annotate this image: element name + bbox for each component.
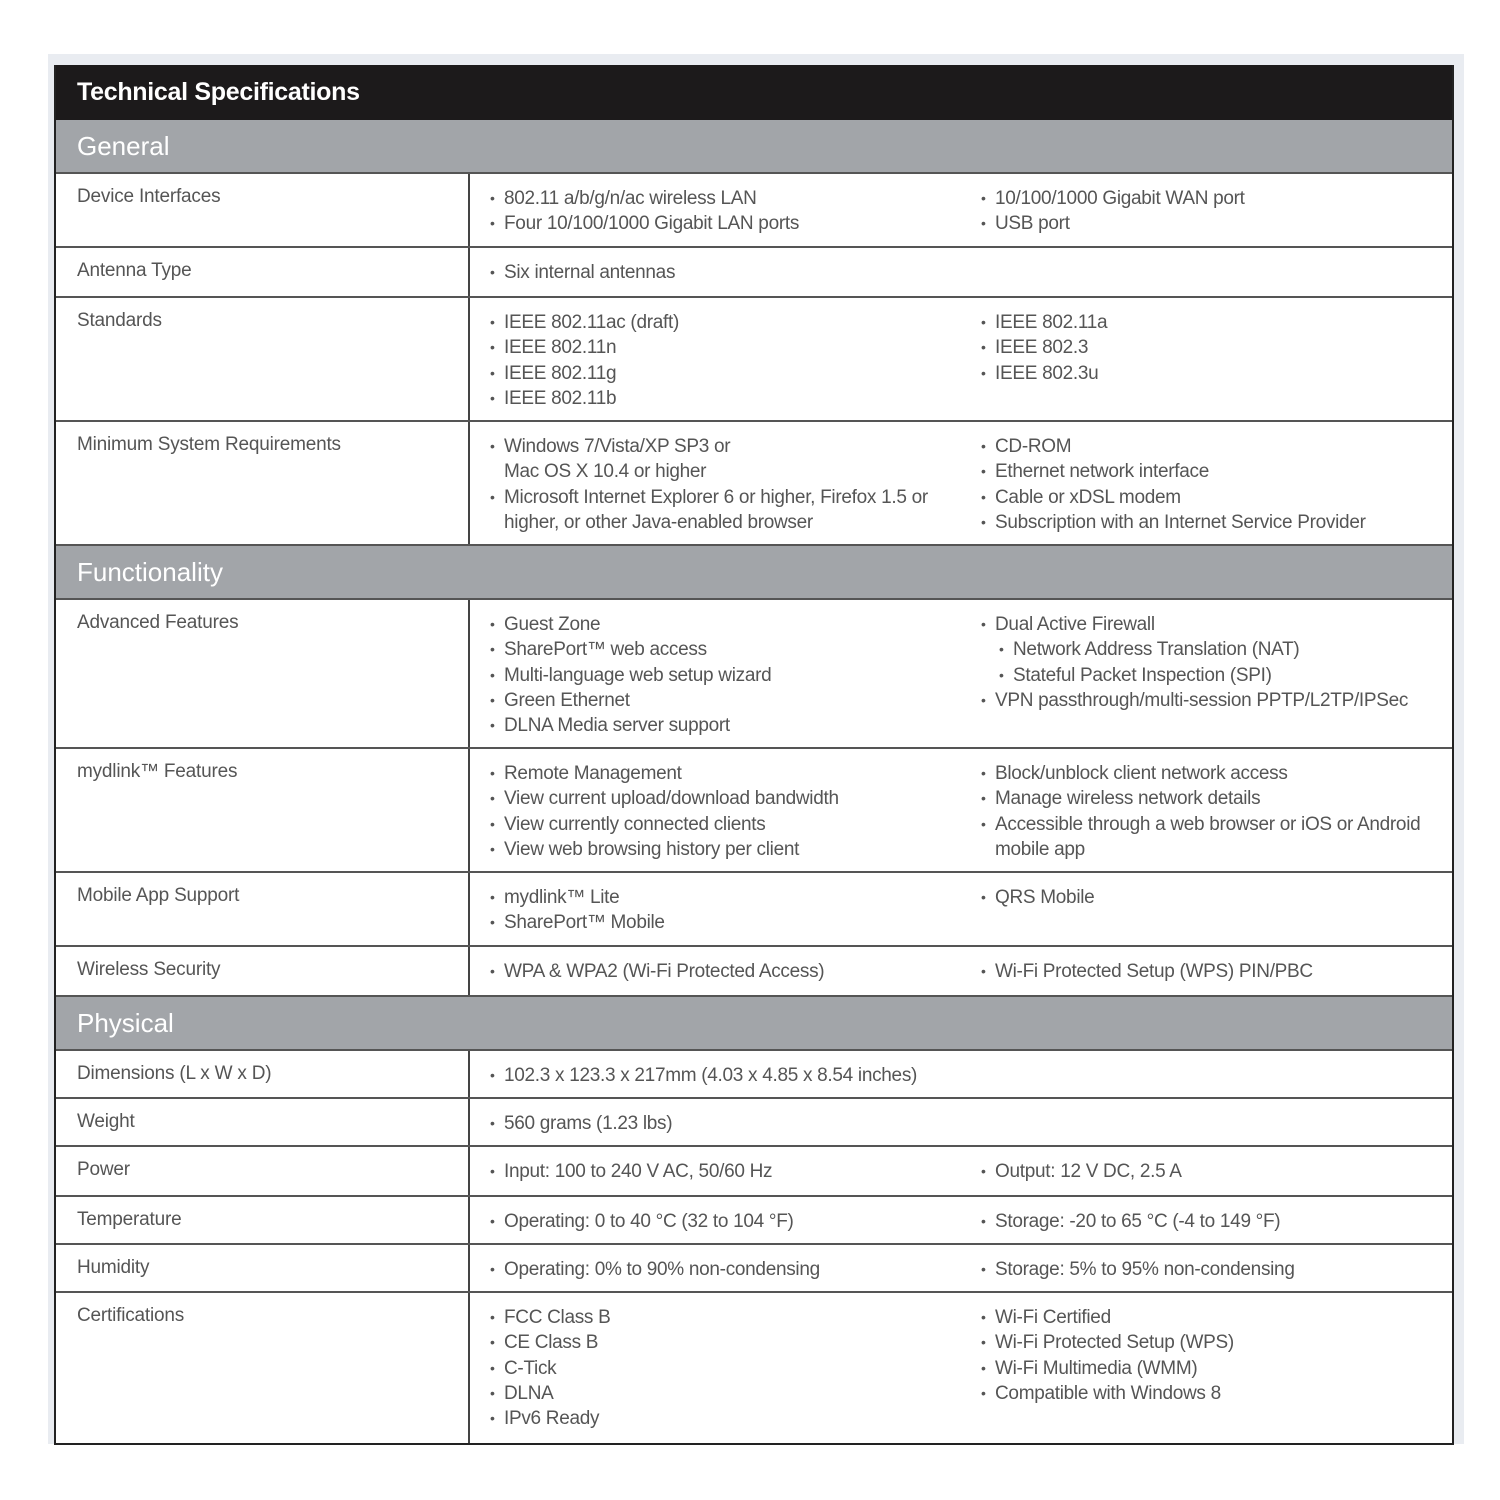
row-values-left <box>470 248 961 296</box>
list-item: • Green Ethernet <box>490 688 961 713</box>
list-subitem: • Network Address Translation (NAT) <box>981 637 1452 662</box>
row-values-right <box>961 1293 1452 1443</box>
row-label: Certifications <box>56 1293 470 1443</box>
list-item: • QRS Mobile <box>981 885 1452 910</box>
list-item: • IEEE 802.11g <box>490 361 961 386</box>
spec-row-weight <box>56 1099 1452 1147</box>
spec-row-advanced-features <box>56 600 1452 749</box>
spec-row-device-interfaces <box>56 174 1452 248</box>
list-item: • Wi-Fi Certified <box>981 1305 1452 1330</box>
list-item: • CD-ROM <box>981 434 1452 459</box>
list-item: • mydlink™ Lite <box>490 885 961 910</box>
row-values-right <box>961 248 1452 296</box>
row-label: mydlink™ Features <box>56 749 470 871</box>
list-item: • Wi-Fi Protected Setup (WPS) <box>981 1330 1452 1355</box>
list-item: • 10/100/1000 Gigabit WAN port <box>981 186 1452 211</box>
spec-row-temperature <box>56 1197 1452 1245</box>
list-item: • Storage: 5% to 95% non-condensing <box>981 1257 1452 1282</box>
row-label: Minimum System Requirements <box>56 422 470 544</box>
row-label: Power <box>56 1147 470 1195</box>
list-item: • Storage: -20 to 65 °C (-4 to 149 °F) <box>981 1209 1452 1234</box>
list-item: • Remote Management <box>490 761 961 786</box>
list-item: • Microsoft Internet Explorer 6 or higher, Firefox 1.5 or <box>490 485 961 510</box>
spec-row-mydlink-features <box>56 749 1452 873</box>
section-header-general: General <box>56 120 1452 174</box>
row-values-left <box>470 1147 961 1195</box>
list-item: • VPN passthrough/multi-session PPTP/L2TP/IPSec <box>981 688 1452 713</box>
list-item: • SharePort™ web access <box>490 637 961 662</box>
list-item: • DLNA <box>490 1381 961 1406</box>
list-item-continuation: mobile app <box>995 838 1085 860</box>
list-item: • View web browsing history per client <box>490 837 961 862</box>
row-values-right <box>961 749 1452 871</box>
row-values-right <box>961 1245 1452 1291</box>
row-values-left <box>470 947 961 995</box>
spec-row-min-system-requirements <box>56 422 1452 546</box>
spec-row-standards <box>56 298 1452 422</box>
list-item: • IPv6 Ready <box>490 1406 961 1431</box>
list-item: • CE Class B <box>490 1330 961 1355</box>
row-label: Temperature <box>56 1197 470 1243</box>
list-item: • IEEE 802.11b <box>490 386 961 411</box>
list-item: • Multi-language web setup wizard <box>490 663 961 688</box>
row-label: Standards <box>56 298 470 420</box>
list-item: • DLNA Media server support <box>490 713 961 738</box>
list-subitem: • Stateful Packet Inspection (SPI) <box>981 663 1452 688</box>
list-item: • 560 grams (1.23 lbs) <box>490 1111 961 1136</box>
spec-row-dimensions <box>56 1051 1452 1099</box>
row-values-left <box>470 749 961 871</box>
list-item: • Cable or xDSL modem <box>981 485 1452 510</box>
list-item: • C-Tick <box>490 1356 961 1381</box>
row-values-right <box>961 1197 1452 1243</box>
list-item: • FCC Class B <box>490 1305 961 1330</box>
row-values-left <box>470 600 961 747</box>
list-item: • IEEE 802.11n <box>490 335 961 360</box>
row-values-left <box>470 1051 1452 1097</box>
spec-row-antenna-type <box>56 248 1452 298</box>
row-label: Advanced Features <box>56 600 470 747</box>
list-item: • IEEE 802.3 <box>981 335 1452 360</box>
row-values-left <box>470 1293 961 1443</box>
list-item: • Subscription with an Internet Service Provider <box>981 510 1452 535</box>
row-values-right <box>961 1147 1452 1195</box>
list-item: • Ethernet network interface <box>981 459 1452 484</box>
list-item: • Compatible with Windows 8 <box>981 1381 1452 1406</box>
row-label: Wireless Security <box>56 947 470 995</box>
list-item: • Windows 7/Vista/XP SP3 or <box>490 434 961 459</box>
row-values-right <box>961 600 1452 747</box>
list-item: • Wi-Fi Protected Setup (WPS) PIN/PBC <box>981 959 1452 984</box>
row-label: Device Interfaces <box>56 174 470 246</box>
spec-row-power <box>56 1147 1452 1197</box>
spec-row-certifications <box>56 1293 1452 1443</box>
row-values-left <box>470 1099 961 1145</box>
section-header-functionality: Functionality <box>56 546 1452 600</box>
row-label: Mobile App Support <box>56 873 470 945</box>
row-values-left <box>470 298 961 420</box>
table-title: Technical Specifications <box>56 65 1452 120</box>
list-item: • Block/unblock client network access <box>981 761 1452 786</box>
spec-row-mobile-app-support <box>56 873 1452 947</box>
list-item: • Output: 12 V DC, 2.5 A <box>981 1159 1452 1184</box>
spec-table <box>54 65 1454 1445</box>
list-item: • Operating: 0 to 40 °C (32 to 104 °F) <box>490 1209 961 1234</box>
list-item: • SharePort™ Mobile <box>490 910 961 935</box>
list-item: • IEEE 802.11ac (draft) <box>490 310 961 335</box>
list-item: • Four 10/100/1000 Gigabit LAN ports <box>490 211 961 236</box>
list-item: • Six internal antennas <box>490 260 961 285</box>
list-item: • Accessible through a web browser or iOS or Android <box>981 812 1452 837</box>
spec-row-wireless-security <box>56 947 1452 997</box>
list-item: • 102.3 x 123.3 x 217mm (4.03 x 4.85 x 8.54 inches) <box>490 1063 1452 1088</box>
section-header-physical: Physical <box>56 997 1452 1051</box>
row-values-left <box>470 422 961 544</box>
list-item: • Manage wireless network details <box>981 786 1452 811</box>
list-item: • 802.11 a/b/g/n/ac wireless LAN <box>490 186 961 211</box>
row-values-left <box>470 1245 961 1291</box>
spec-row-humidity <box>56 1245 1452 1293</box>
list-item-continuation: Mac OS X 10.4 or higher <box>504 461 707 483</box>
list-item: • Dual Active Firewall <box>981 612 1452 637</box>
list-item: • Operating: 0% to 90% non-condensing <box>490 1257 961 1282</box>
list-item: • IEEE 802.11a <box>981 310 1452 335</box>
list-item: • USB port <box>981 211 1452 236</box>
list-item: • View current upload/download bandwidth <box>490 786 961 811</box>
row-values-left <box>470 1197 961 1243</box>
list-item: • Guest Zone <box>490 612 961 637</box>
row-values-right <box>961 873 1452 945</box>
list-item: • Wi-Fi Multimedia (WMM) <box>981 1356 1452 1381</box>
list-item-continuation: higher, or other Java-enabled browser <box>504 511 813 533</box>
row-values-right <box>961 298 1452 420</box>
row-values-right <box>961 174 1452 246</box>
row-label: Humidity <box>56 1245 470 1291</box>
row-values-right <box>961 947 1452 995</box>
row-label: Antenna Type <box>56 248 470 296</box>
row-values-left <box>470 873 961 945</box>
row-label: Weight <box>56 1099 470 1145</box>
list-item: • WPA & WPA2 (Wi-Fi Protected Access) <box>490 959 961 984</box>
row-values-right <box>961 422 1452 544</box>
row-label: Dimensions (L x W x D) <box>56 1051 470 1097</box>
row-values-left <box>470 174 961 246</box>
list-item: • IEEE 802.3u <box>981 361 1452 386</box>
list-item: • Input: 100 to 240 V AC, 50/60 Hz <box>490 1159 961 1184</box>
list-item: • View currently connected clients <box>490 812 961 837</box>
